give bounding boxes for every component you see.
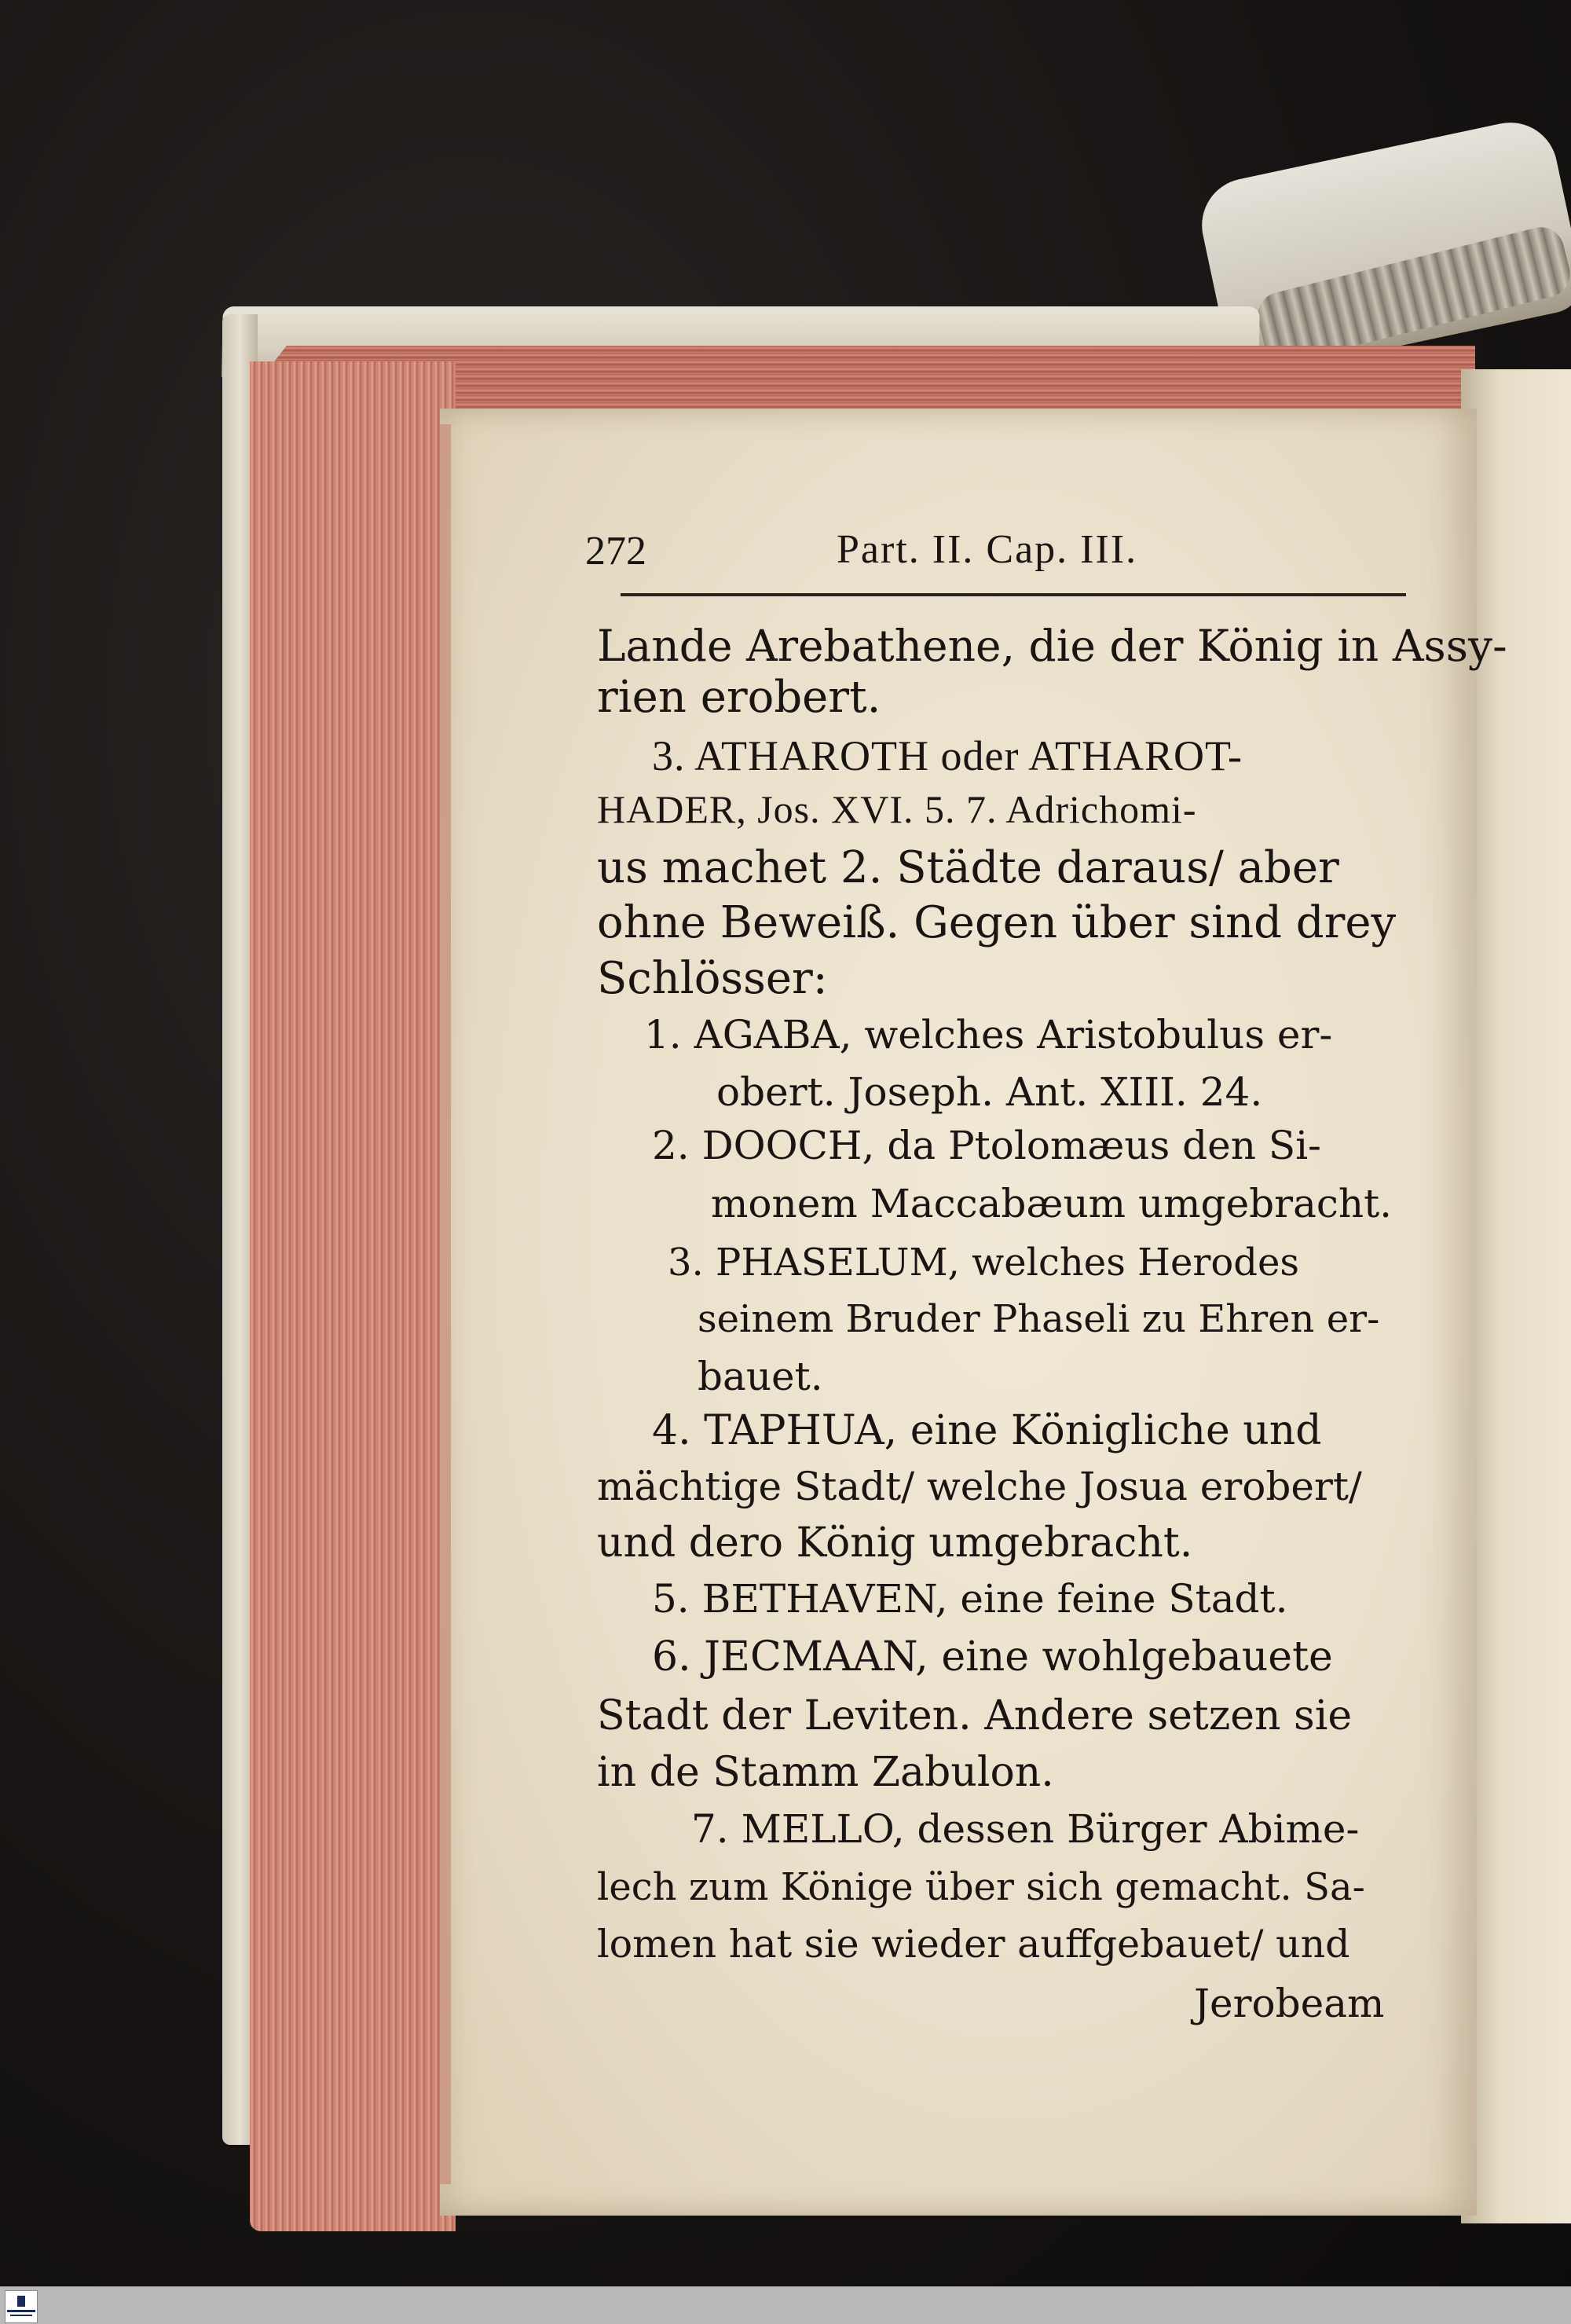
- text-line: lomen hat sie wieder auffgebauet/ und: [597, 1922, 1350, 1967]
- text-line: 4. TAPHUA, eine Königliche und: [652, 1407, 1322, 1454]
- library-logo-icon: [5, 2290, 38, 2323]
- text-line: seinem Bruder Phaseli zu Ehren er-: [698, 1297, 1380, 1341]
- text-line: mächtige Stadt/ welche Josua erobert/: [597, 1464, 1362, 1509]
- text-line: in de Stamm Zabulon.: [597, 1749, 1054, 1796]
- text-line: 3. ATHAROTH oder ATHAROT-: [652, 732, 1243, 779]
- text-line: monem Maccabæum umgebracht.: [711, 1181, 1393, 1226]
- header-rule: [621, 593, 1406, 596]
- catchword: Jerobeam: [1194, 1981, 1385, 2026]
- viewer-footer: [0, 2286, 1571, 2324]
- text-line: 3. PHASELUM, welches Herodes: [668, 1241, 1299, 1285]
- text-line: Lande Arebathene, die der König in Assy-: [597, 621, 1507, 671]
- text-line: 6. JECMAAN, eine wohlgebauete: [652, 1633, 1333, 1681]
- page-inner-edge: [440, 424, 451, 2184]
- text-line: ohne Beweiß. Gegen über sind drey: [597, 897, 1397, 948]
- text-line: rien erobert.: [597, 672, 881, 723]
- book-fore-edge: [250, 361, 456, 2231]
- text-line: us machet 2. Städte daraus/ aber: [597, 842, 1339, 893]
- text-line: bauet.: [698, 1354, 823, 1399]
- text-line: 1. AGABA, welches Aristobulus er-: [644, 1012, 1333, 1058]
- text-line: und dero König umgebracht.: [597, 1519, 1193, 1567]
- text-line: Schlösser:: [597, 953, 828, 1004]
- text-line: 5. BETHAVEN, eine feine Stadt.: [652, 1576, 1288, 1622]
- text-line: 2. DOOCH, da Ptolomæus den Si-: [652, 1123, 1321, 1168]
- text-line: HADER, Jos. XVI. 5. 7. Adrichomi-: [597, 787, 1197, 831]
- text-line: 7. MELLO, dessen Bürger Abime-: [691, 1806, 1360, 1852]
- text-line: lech zum Könige über sich gemacht. Sa-: [597, 1865, 1365, 1909]
- running-head: Part. II. Cap. III.: [837, 527, 1138, 572]
- text-line: Stadt der Leviten. Andere setzen sie: [597, 1692, 1353, 1739]
- page-number: 272: [585, 529, 646, 574]
- text-line: obert. Joseph. Ant. XIII. 24.: [716, 1069, 1263, 1115]
